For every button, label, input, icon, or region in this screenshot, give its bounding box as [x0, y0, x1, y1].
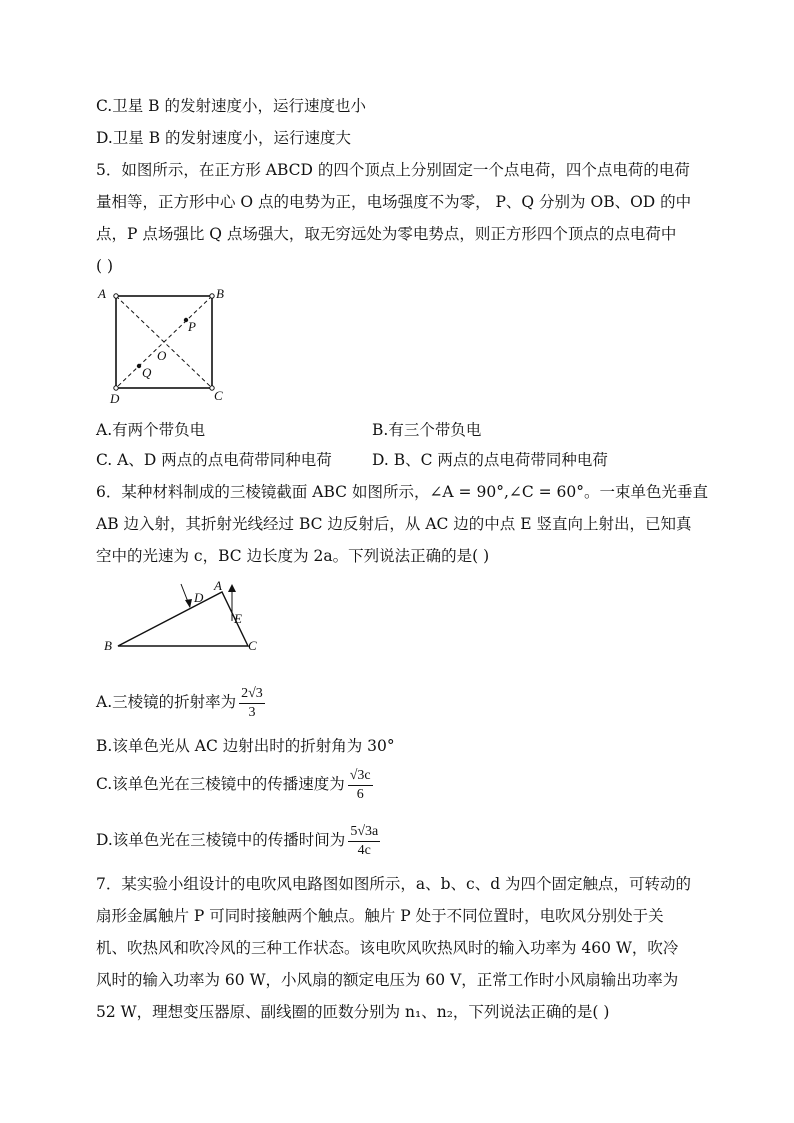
label-c: C [214, 388, 223, 403]
q6-option-c [96, 762, 373, 806]
q5-option-b: B.有三个带负电 [372, 421, 482, 439]
q6-option-a-fraction [239, 685, 265, 722]
q7-stem-line4: 风时的输入功率为 60 W，小风扇的额定电压为 60 V，正常工作时小风扇输出功率为 [96, 971, 679, 989]
q6-option-c-text: C.该单色光在三棱镜中的传播速度为 [96, 775, 345, 793]
q5-option-d: D. B、C 两点的点电荷带同种电荷 [372, 451, 608, 469]
q5-stem-line2: 量相等，正方形中心 O 点的电势为正，电场强度不为零， P、Q 分别为 OB、OD 的中 [96, 193, 692, 211]
label-a: A [98, 286, 106, 301]
vertex-a [114, 294, 118, 298]
label-o: O [157, 348, 167, 363]
q5-stem-line4: ( ) [96, 257, 114, 275]
exit-arrow [228, 584, 236, 592]
q7-stem-line2: 扇形金属触片 P 可同时接触两个触点。触片 P 处于不同位置时，电吹风分别处于关 [96, 907, 664, 925]
point-q [137, 364, 141, 368]
q6-option-a-numerator: 2√3 [239, 685, 265, 704]
label-e: E [234, 611, 242, 626]
label-p: P [188, 319, 196, 334]
q6-option-c-numerator: √3c [348, 767, 373, 786]
label-a: A [214, 578, 222, 593]
q6-option-a-denominator: 3 [248, 704, 256, 720]
q5-stem-line3: 点，P 点场强比 Q 点场强大，取无穷远处为零电势点，则正方形四个顶点的点电荷中 [96, 225, 677, 243]
q6-option-c-fraction [348, 767, 373, 804]
q7-stem-line3: 机、吹热风和吹冷风的三种工作状态。该电吹风吹热风时的输入功率为 460 W，吹冷 [96, 939, 679, 957]
q6-option-d-text: D.该单色光在三棱镜中的传播时间为 [96, 831, 346, 849]
label-q: Q [142, 365, 152, 380]
q6-stem-line1: 6．某种材料制成的三棱镜截面 ABC 如图所示，∠A = 90°,∠C = 60°。一束单色光垂直 [96, 483, 709, 501]
label-d: D [194, 590, 204, 605]
q7-stem-line1: 7．某实验小组设计的电吹风电路图如图所示，a、b、c、d 为四个固定触点，可转动的 [96, 875, 692, 893]
q6-option-d-denominator: 4c [357, 842, 371, 858]
q5-option-a: A.有两个带负电 [96, 421, 206, 439]
q6-option-b: B.该单色光从 AC 边射出时的折射角为 30° [96, 737, 395, 755]
q4-option-c: C.卫星 B 的发射速度小，运行速度也小 [96, 97, 366, 115]
q6-option-d-fraction [348, 823, 380, 860]
q6-stem-line2: AB 边入射，其折射光线经过 BC 边反射后，从 AC 边的中点 E 竖直向上射出，已知真 [96, 515, 692, 533]
label-d: D [110, 391, 120, 406]
square-charge-diagram [92, 282, 242, 407]
vertex-d [114, 386, 118, 390]
q4-option-d: D.卫星 B 的发射速度小，运行速度大 [96, 129, 352, 147]
label-c: C [248, 638, 257, 653]
incident-arrow [185, 599, 192, 608]
q7-stem-line5: 52 W，理想变压器原、副线圈的匝数分别为 n₁、n₂，下列说法正确的是( ) [96, 1003, 610, 1021]
prism-triangle [118, 592, 248, 646]
q5-option-c: C. A、D 两点的点电荷带同种电荷 [96, 451, 332, 469]
q6-option-d-numerator: 5√3a [348, 823, 380, 842]
q6-option-a [96, 680, 265, 724]
prism-diagram [98, 578, 268, 660]
vertex-b [210, 294, 214, 298]
label-b: B [104, 638, 112, 653]
q6-option-a-text: A.三棱镜的折射率为 [96, 693, 237, 711]
q6-option-c-denominator: 6 [356, 786, 364, 802]
q6-stem-line3: 空中的光速为 c，BC 边长度为 2a。下列说法正确的是( ) [96, 547, 490, 565]
label-b: B [216, 286, 224, 301]
q6-option-d [96, 818, 380, 862]
q5-stem-line1: 5．如图所示，在正方形 ABCD 的四个顶点上分别固定一个点电荷，四个点电荷的电荷 [96, 161, 690, 179]
